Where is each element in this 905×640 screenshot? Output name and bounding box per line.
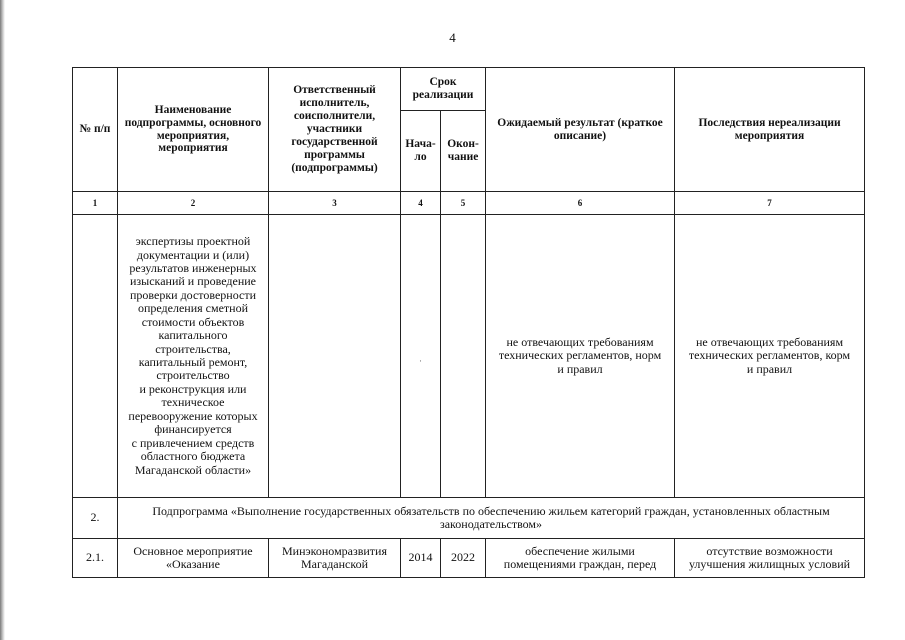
- header-name: Наименование подпрограммы, основного мероприятия, мероприятия: [118, 68, 269, 192]
- column-number: 1: [73, 192, 118, 215]
- column-number: 3: [269, 192, 401, 215]
- header-num: № п/п: [73, 68, 118, 192]
- event-num: 2.1.: [73, 539, 118, 578]
- row-end: [441, 215, 486, 498]
- event-end: 2022: [441, 539, 486, 578]
- continuation-row: [73, 215, 865, 498]
- header-result: Ожидаемый результат (краткое описание): [486, 68, 675, 192]
- event-name: Основное мероприятие «Оказание: [118, 539, 269, 578]
- event-executor: Минэкономразвития Магаданской: [269, 539, 401, 578]
- row-consequence: не отвечающих требованиям технических регламентов, корм и правил: [675, 215, 865, 498]
- event-result: обеспечение жилыми помещениями граждан, перед: [486, 539, 675, 578]
- header-start: Нача- ло: [401, 111, 441, 192]
- header-end: Окон- чание: [441, 111, 486, 192]
- row-executor: [269, 215, 401, 498]
- row-start: [401, 215, 441, 498]
- event-start: 2014: [401, 539, 441, 578]
- subprogram-row: [73, 498, 865, 539]
- stray-mark: ·: [419, 356, 422, 367]
- event-consequence: отсутствие возможности улучшения жилищных условий: [675, 539, 865, 578]
- row-name: экспертизы проектной документации и (или) результатов инженерных изысканий и проведение проверки достоверности определения сметной стоимости объектов капитального строительства, капитальный ремонт, строительство и реконструкция или техническое перевооружение которых финансируется с привлечением средств областного бюджета Магаданской области»: [118, 215, 269, 498]
- column-number: 2: [118, 192, 269, 215]
- header-executor: Ответственный исполнитель, соисполнители, участники государственной программы (подпрограммы): [269, 68, 401, 192]
- column-numbers-row: [73, 192, 865, 215]
- subprogram-title: Подпрограмма «Выполнение государственных обязательств по обеспечению жильем категорий граждан, установленных областным законодательством»: [118, 498, 865, 539]
- page-number: 4: [449, 30, 456, 45]
- main-event-row: [73, 539, 865, 578]
- row-num: [73, 215, 118, 498]
- scan-edge: [0, 0, 5, 640]
- column-number: 6: [486, 192, 675, 215]
- header-consequence: Последствия нереализации мероприятия: [675, 68, 865, 192]
- program-table: [72, 67, 865, 578]
- column-number: 5: [441, 192, 486, 215]
- row-result: не отвечающих требованиям технических регламентов, норм и правил: [486, 215, 675, 498]
- column-number: 4: [401, 192, 441, 215]
- header-term: Срок реализации: [401, 68, 486, 111]
- header-row-top: [73, 68, 865, 111]
- subprogram-num: 2.: [73, 498, 118, 539]
- column-number: 7: [675, 192, 865, 215]
